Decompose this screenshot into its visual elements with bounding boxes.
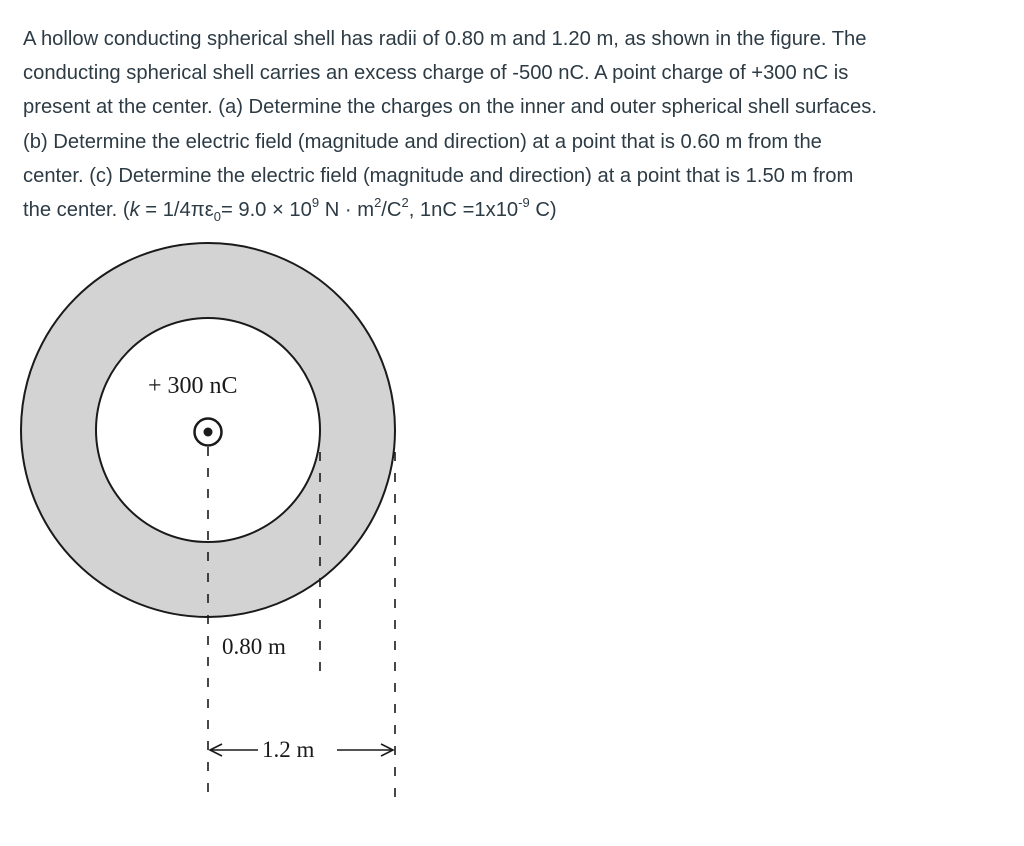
problem-line-1: A hollow conducting spherical shell has radii of 0.80 m and 1.20 m, as shown in the figure. The <box>23 28 867 50</box>
problem-line-5: center. (c) Determine the electric field (magnitude and direction) at a point that is 1.50 m from <box>23 164 854 187</box>
exponent-2b: 2 <box>401 195 409 211</box>
epsilon-subscript: 0 <box>213 209 221 225</box>
problem-line-6: the center. ($k = 1/4\pi\varepsilon_0= 9.0 \times 10^9$ $N \cdot m^2/C^2$, $1nC =1x10^{-9}$ C) <box>23 195 557 225</box>
charge-label: + 300 nC <box>148 373 238 399</box>
problem-line-3: present at the center. (a) Determine the charges on the inner and outer spherical shell surfaces. <box>23 96 877 119</box>
inner-radius-label: 0.80 m <box>222 634 286 659</box>
problem-text <box>23 22 1008 227</box>
outer-radius-label: 1.2 m <box>262 737 315 762</box>
exponent-9: 9 <box>311 195 320 211</box>
exponent-neg9: -9 <box>518 195 530 211</box>
k-symbol: k <box>129 199 140 222</box>
shell-figure <box>0 230 460 846</box>
problem-line-4: (b) Determine the electric field (magnitude and direction) at a point that is 0.60 m from the <box>23 130 822 153</box>
exponent-2a: 2 <box>374 195 382 211</box>
problem-line-2: conducting spherical shell carries an excess charge of -500 nC. A point charge of +300 nC is <box>23 62 849 85</box>
point-charge-icon <box>195 419 222 446</box>
